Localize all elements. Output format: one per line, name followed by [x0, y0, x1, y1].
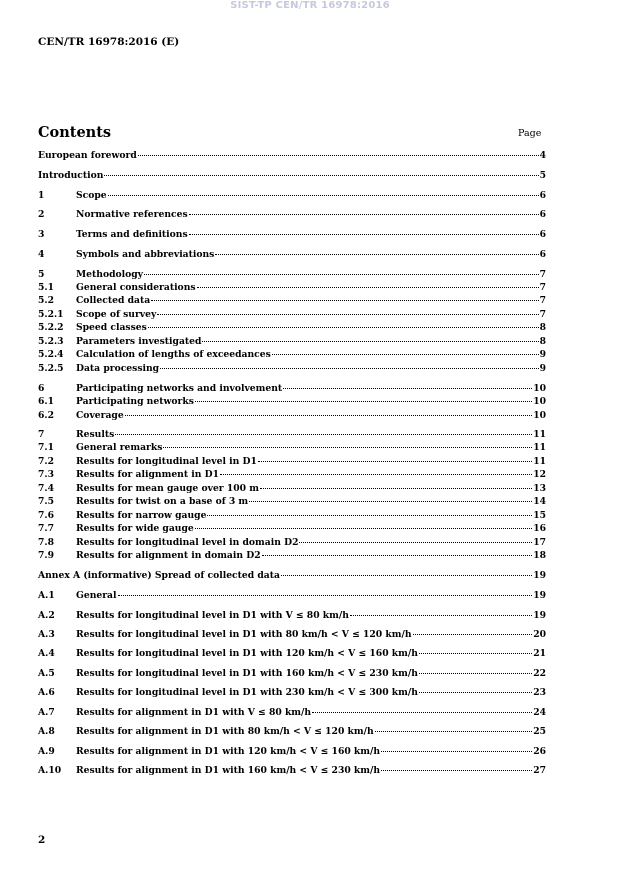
- toc-entry[interactable]: [38, 228, 546, 241]
- toc-entry-number: 5.2.1: [38, 309, 64, 320]
- toc-entry-title: Calculation of lengths of exceedances: [76, 349, 271, 360]
- toc-entry[interactable]: [38, 569, 546, 582]
- toc-entry-number: 7.6: [38, 510, 54, 521]
- toc-dot-leader: [350, 615, 532, 616]
- toc-entry[interactable]: [38, 522, 546, 535]
- toc-entry-page: 20: [533, 629, 546, 640]
- toc-entry-title: Results for twist on a base of 3 m: [76, 496, 249, 507]
- toc-entry-number: 7: [38, 429, 45, 440]
- toc-dot-leader: [138, 155, 539, 156]
- toc-entry-title: Results for longitudinal level in domain D2: [76, 537, 299, 548]
- toc-entry-number: A.1: [38, 590, 55, 601]
- toc-entry-page: 14: [533, 496, 546, 507]
- toc-entry[interactable]: [38, 706, 546, 719]
- toc-dot-leader: [163, 447, 532, 448]
- toc-entry-page: 11: [533, 456, 546, 467]
- toc-entry-number: A.10: [38, 765, 62, 776]
- toc-entry-page: 9: [539, 363, 546, 374]
- toc-entry-title: Results for longitudinal level in D1 with V ≤ 80 km/h: [76, 610, 349, 621]
- toc-entry-page: 22: [533, 668, 546, 679]
- toc-dot-leader: [207, 515, 532, 516]
- toc-dot-leader: [125, 415, 533, 416]
- toc-dot-leader: [202, 341, 538, 342]
- toc-dot-leader: [220, 474, 532, 475]
- toc-entry-title: Symbols and abbreviations: [76, 249, 215, 260]
- toc-entry-title: Results for alignment in D1 with 160 km/h < V ≤ 230 km/h: [76, 765, 381, 776]
- toc-entry-page: 6: [539, 249, 546, 260]
- toc-entry-number: 6: [38, 383, 45, 394]
- toc-dot-leader: [157, 314, 538, 315]
- toc-dot-leader: [104, 175, 538, 176]
- toc-entry-number: 5.2.3: [38, 336, 64, 347]
- toc-entry-page: 21: [533, 648, 546, 659]
- toc-entry-page: 5: [539, 170, 546, 181]
- toc-dot-leader: [118, 595, 533, 596]
- toc-entry-number: 7.2: [38, 456, 54, 467]
- toc-entry[interactable]: [38, 536, 546, 549]
- toc-dot-leader: [272, 354, 539, 355]
- toc-entry-number: 6.1: [38, 396, 54, 407]
- toc-entry-number: A.9: [38, 746, 55, 757]
- toc-dot-leader: [108, 195, 539, 196]
- toc-dot-leader: [197, 287, 539, 288]
- toc-dot-leader: [195, 528, 532, 529]
- toc-entry-page: 18: [533, 550, 546, 561]
- toc-entry-title: Participating networks: [76, 396, 194, 407]
- toc-entry[interactable]: [38, 725, 546, 738]
- toc-entry-page: 16: [533, 523, 546, 534]
- toc-entry-page: 6: [539, 209, 546, 220]
- toc-entry[interactable]: [38, 382, 546, 395]
- toc-entry-title: Results for alignment in D1 with V ≤ 80 km/h: [76, 707, 312, 718]
- toc-dot-leader: [189, 234, 539, 235]
- toc-dot-leader: [375, 731, 533, 732]
- toc-entry[interactable]: [38, 495, 546, 508]
- toc-entry-title: Speed classes: [76, 322, 147, 333]
- toc-dot-leader: [189, 214, 539, 215]
- toc-entry-page: 19: [533, 610, 546, 621]
- toc-entry[interactable]: [38, 294, 546, 307]
- toc-entry-title: General considerations: [76, 282, 196, 293]
- toc-dot-leader: [160, 368, 539, 369]
- toc-entry-page: 9: [539, 349, 546, 360]
- toc-entry-page: 7: [539, 295, 546, 306]
- document-id: CEN/TR 16978:2016 (E): [38, 36, 180, 48]
- toc-entry-title: Parameters investigated: [76, 336, 202, 347]
- toc-entry-number: A.2: [38, 610, 55, 621]
- toc-entry-title: Results for alignment in D1: [76, 469, 220, 480]
- toc-entry[interactable]: [38, 441, 546, 454]
- toc-entry-number: A.8: [38, 726, 55, 737]
- toc-entry-title: Introduction: [38, 170, 104, 181]
- toc-entry-title: Results for longitudinal level in D1 with 80 km/h < V ≤ 120 km/h: [76, 629, 412, 640]
- toc-entry[interactable]: [38, 509, 546, 522]
- toc-dot-leader: [215, 254, 538, 255]
- toc-entry-title: Scope: [76, 190, 107, 201]
- toc-entry-page: 8: [539, 322, 546, 333]
- toc-entry-page: 19: [533, 570, 546, 581]
- toc-entry-number: 5.2.4: [38, 349, 64, 360]
- toc-entry-number: 7.4: [38, 483, 54, 494]
- toc-entry-number: 5.2.5: [38, 363, 64, 374]
- toc-entry-title: Normative references: [76, 209, 188, 220]
- toc-entry-title: Results for wide gauge: [76, 523, 194, 534]
- toc-entry[interactable]: [38, 268, 546, 281]
- toc-entry-title: Participating networks and involvement: [76, 383, 283, 394]
- toc-entry[interactable]: [38, 281, 546, 294]
- toc-entry-title: Scope of survey: [76, 309, 157, 320]
- toc-entry[interactable]: [38, 745, 546, 758]
- toc-entry[interactable]: [38, 667, 546, 680]
- toc-entry-page: 19: [533, 590, 546, 601]
- toc-entry-number: 2: [38, 209, 45, 220]
- toc-dot-leader: [258, 461, 532, 462]
- toc-entry[interactable]: [38, 321, 546, 334]
- toc-entry-title: European foreword: [38, 150, 137, 161]
- toc-entry-number: 5.2: [38, 295, 54, 306]
- toc-entry[interactable]: [38, 589, 546, 602]
- toc-entry-number: 7.8: [38, 537, 54, 548]
- toc-entry[interactable]: [38, 362, 546, 375]
- toc-entry-title: Collected data: [76, 295, 151, 306]
- toc-entry-number: 7.3: [38, 469, 54, 480]
- toc-entry-number: 5: [38, 269, 45, 280]
- toc-entry-number: 7.5: [38, 496, 54, 507]
- toc-entry-title: Terms and definitions: [76, 229, 188, 240]
- toc-entry-title: Results for mean gauge over 100 m: [76, 483, 259, 494]
- toc-entry[interactable]: [38, 308, 546, 321]
- toc-entry-page: 6: [539, 229, 546, 240]
- toc-dot-leader: [413, 634, 533, 635]
- toc-entry[interactable]: [38, 482, 546, 495]
- toc-entry[interactable]: [38, 248, 546, 261]
- toc-entry[interactable]: [38, 335, 546, 348]
- toc-entry-title: Results for longitudinal level in D1: [76, 456, 257, 467]
- toc-entry-number: 3: [38, 229, 45, 240]
- toc-dot-leader: [312, 712, 532, 713]
- toc-entry-number: 7.9: [38, 550, 54, 561]
- toc-dot-leader: [419, 653, 532, 654]
- toc-entry-page: 13: [533, 483, 546, 494]
- toc-entry-page: 10: [533, 396, 546, 407]
- toc-entry-number: 7.7: [38, 523, 54, 534]
- toc-entry-page: 11: [533, 429, 546, 440]
- toc-entry[interactable]: [38, 609, 546, 622]
- toc-entry[interactable]: [38, 169, 546, 182]
- toc-entry[interactable]: [38, 428, 546, 441]
- toc-dot-leader: [262, 555, 533, 556]
- toc-entry-title: Results for longitudinal level in D1 with 160 km/h < V ≤ 230 km/h: [76, 668, 418, 679]
- toc-entry[interactable]: [38, 549, 546, 562]
- toc-entry-number: 5.1: [38, 282, 54, 293]
- toc-dot-leader: [419, 692, 532, 693]
- toc-entry-page: 10: [533, 383, 546, 394]
- toc-dot-leader: [381, 751, 532, 752]
- toc-entry-page: 11: [533, 442, 546, 453]
- toc-dot-leader: [283, 388, 532, 389]
- toc-entry-title: Results for alignment in domain D2: [76, 550, 261, 561]
- toc-dot-leader: [299, 542, 532, 543]
- toc-dot-leader: [151, 300, 538, 301]
- toc-entry-page: 15: [533, 510, 546, 521]
- toc-dot-leader: [144, 274, 539, 275]
- watermark: SIST-TP CEN/TR 16978:2016: [230, 0, 390, 11]
- toc-entry-page: 23: [533, 687, 546, 698]
- toc-entry[interactable]: [38, 348, 546, 361]
- toc-dot-leader: [381, 770, 532, 771]
- toc-entry-page: 12: [533, 469, 546, 480]
- toc-entry[interactable]: [38, 468, 546, 481]
- toc-dot-leader: [281, 575, 532, 576]
- toc-entry[interactable]: [38, 647, 546, 660]
- toc-entry[interactable]: [38, 409, 546, 422]
- toc-entry[interactable]: [38, 208, 546, 221]
- toc-entry[interactable]: [38, 628, 546, 641]
- toc-entry-number: A.4: [38, 648, 55, 659]
- toc-entry-number: A.7: [38, 707, 55, 718]
- toc-dot-leader: [419, 673, 532, 674]
- toc-entry[interactable]: [38, 686, 546, 699]
- toc-entry-number: A.3: [38, 629, 55, 640]
- toc-entry-title: Results for longitudinal level in D1 with 120 km/h < V ≤ 160 km/h: [76, 648, 418, 659]
- toc-entry[interactable]: [38, 395, 546, 408]
- toc-dot-leader: [249, 501, 532, 502]
- toc-entry-title: Results for narrow gauge: [76, 510, 207, 521]
- toc-entry-page: 8: [539, 336, 546, 347]
- toc-entry-page: 24: [533, 707, 546, 718]
- toc-entry-page: 4: [539, 150, 546, 161]
- contents-title: Contents: [38, 124, 112, 141]
- toc-entry-number: 6.2: [38, 410, 54, 421]
- toc-dot-leader: [260, 488, 532, 489]
- toc-entry-page: 6: [539, 190, 546, 201]
- toc-entry-page: 25: [533, 726, 546, 737]
- toc-entry-page: 17: [533, 537, 546, 548]
- page-column-label: Page: [518, 128, 542, 139]
- toc-entry[interactable]: [38, 455, 546, 468]
- toc-entry-page: 7: [539, 269, 546, 280]
- toc-entry-page: 26: [533, 746, 546, 757]
- toc-dot-leader: [148, 327, 539, 328]
- toc-entry-number: A.5: [38, 668, 55, 679]
- toc-entry-title: General: [76, 590, 117, 601]
- toc-entry-number: 4: [38, 249, 45, 260]
- toc-entry-title: Results for alignment in D1 with 80 km/h < V ≤ 120 km/h: [76, 726, 374, 737]
- toc-entry-title: Methodology: [76, 269, 143, 280]
- toc-entry-page: 7: [539, 309, 546, 320]
- toc-entry-page: 10: [533, 410, 546, 421]
- toc-entry-title: General remarks: [76, 442, 163, 453]
- toc-entry-number: 7.1: [38, 442, 54, 453]
- toc-entry-title: Coverage: [76, 410, 124, 421]
- toc-entry-title: Data processing: [76, 363, 160, 374]
- toc-entry-title: Results for alignment in D1 with 120 km/h < V ≤ 160 km/h: [76, 746, 381, 757]
- toc-entry-number: 1: [38, 190, 45, 201]
- toc-dot-leader: [195, 401, 532, 402]
- toc-entry-page: 7: [539, 282, 546, 293]
- toc-entry[interactable]: [38, 149, 546, 162]
- toc-entry-page: 27: [533, 765, 546, 776]
- page-number: 2: [38, 834, 46, 846]
- toc-entry-title: Annex A (informative) Spread of collected data: [38, 570, 280, 581]
- toc-entry[interactable]: [38, 189, 546, 202]
- toc-entry-number: 5.2.2: [38, 322, 64, 333]
- toc-dot-leader: [115, 434, 532, 435]
- toc-entry-title: Results for longitudinal level in D1 with 230 km/h < V ≤ 300 km/h: [76, 687, 418, 698]
- toc-entry-number: A.6: [38, 687, 55, 698]
- toc-entry[interactable]: [38, 764, 546, 777]
- toc-entry-title: Results: [76, 429, 115, 440]
